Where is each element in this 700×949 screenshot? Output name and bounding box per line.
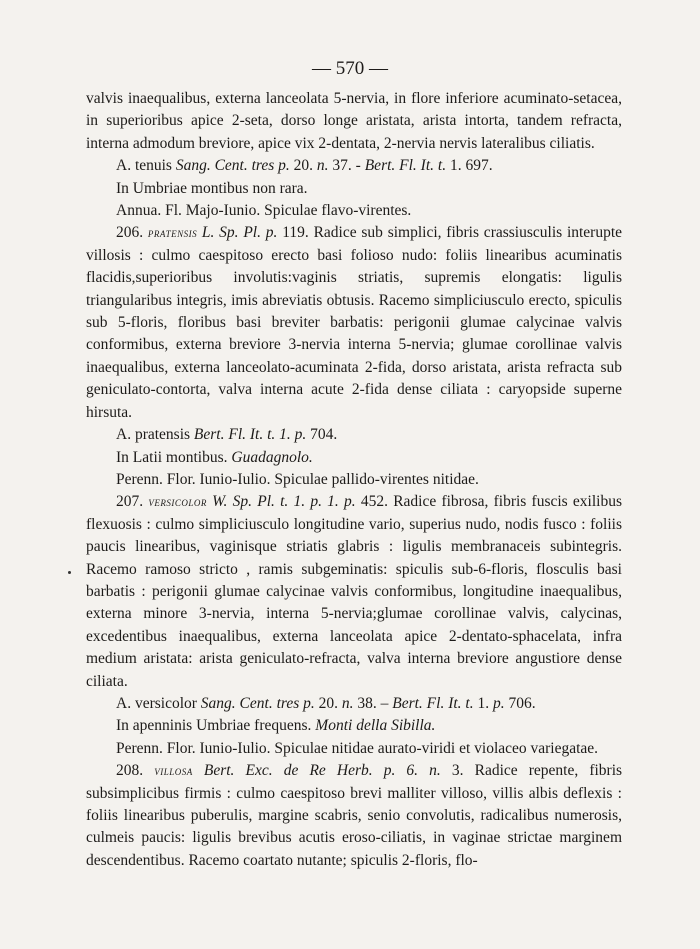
synonym-a-versicolor — [86, 693, 622, 715]
reference-2-page: 706. — [508, 694, 536, 712]
continued-description: valvis inaequalibus, externa lanceolata 5-nervia, in flore inferiore acuminato-setacea, in superioribus apice 2-seta, dorso longe aristata, arista intorta, tandem refracta, interna admodum breviore, apice vix 2-dentata, 2-nervia nervis lateralibus ciliatis. — [86, 90, 622, 152]
reference-number: 704. — [310, 426, 338, 444]
locality-text: In Latii montibus. — [116, 448, 228, 466]
paper-speck — [68, 571, 71, 574]
synonym-a-pratensis — [86, 424, 622, 446]
locality-text: In apenninis Umbriae frequens. — [116, 717, 312, 735]
species-208 — [86, 760, 622, 872]
species-207 — [86, 491, 622, 693]
species-authority-page: 3. — [451, 762, 464, 780]
reference-2: Bert. Fl. It. t. — [392, 694, 474, 712]
species-authority: Bert. Exc. de Re Herb. p. 6. n. — [203, 762, 441, 780]
species-epithet: villosa — [154, 763, 193, 779]
synonym-name: A. versicolor — [116, 694, 197, 712]
species-number: 208. — [116, 762, 144, 780]
reference-1-n-number: 38. – — [357, 694, 389, 712]
versicolor-phenology: Perenn. Flor. Iunio-Iulio. Spiculae nitidae aurato-viridi et violaceo variegatae. — [116, 739, 599, 757]
reference-1-number: 20. — [318, 694, 338, 712]
species-description: Radice repente, fibris subsimplicibus firmis : culmo caespitoso brevi malliter villoso, villis albis deflexis : foliis linearibus puberulis, margine scabris, senio convolutis, radicalibus numerosis, culmeis paucis: ligulis brevibus acutis eroso-ciliatis, in vaginae strictae marginem descendentibus. Racemo coartato nutante; spiculis 2-floris, flo- — [86, 762, 623, 869]
species-number: 206. — [116, 224, 144, 242]
species-authority-page: 119. — [282, 224, 309, 242]
reference-2: Bert. Fl. It. t. — [364, 157, 447, 175]
species-authority: W. Sp. Pl. t. 1. p. 1. p. — [212, 493, 356, 511]
synonym-a-tenuis — [86, 155, 622, 177]
reference-1-n-number: 37. - — [332, 157, 361, 175]
page-number: — 570 — — [312, 58, 388, 79]
reference-1: Sang. Cent. tres p. — [175, 157, 290, 175]
reference-1-number: 20. — [293, 157, 314, 175]
reference-2-number: 1. 697. — [449, 157, 493, 175]
tenuis-locality: In Umbriae montibus non rara. — [116, 179, 308, 197]
reference-2-p: p. — [493, 694, 505, 712]
locality-name: Monti della Sibilla. — [315, 717, 436, 735]
synonym-name: A. tenuis — [116, 157, 172, 175]
species-description: Radice fibrosa, fibris fuscis exilibus flexuosis : culmo simpliciusculo longitudine vario, superius nudo, nodis fusco : foliis paucis linearibus, vaginisque striatis glabris : ligulis membranaceis subintegris. Racemo ramoso stricto , ramis subgeminatis: spiculis sub-6-floris, flosculis basi barbatis : perigonii glumae calycinae valvis conformibus, longitudine inaequalibus, externa minore 3-nervia, interna 5-nervia;glumae corollinae valvis, calycinas, excedentibus inaequalibus, externa lanceolata apice 2-dentato-sphacelata, infra medium aristata: arista geniculato-refracta, valva interna breviore angustiore dense ciliata. — [86, 493, 622, 690]
reference-1: Sang. Cent. tres p. — [200, 694, 315, 712]
pratensis-locality — [86, 447, 622, 469]
pratensis-phenology: Perenn. Flor. Iunio-Iulio. Spiculae pallido-virentes nitidae. — [116, 470, 479, 488]
reference-1-n: n. — [341, 694, 354, 712]
locality-name: Guadagnolo. — [231, 448, 313, 466]
synonym-name: A. pratensis — [116, 426, 191, 444]
species-206 — [86, 222, 622, 424]
reference: Bert. Fl. It. t. 1. p. — [193, 426, 307, 444]
species-epithet: pratensis — [147, 225, 198, 241]
species-authority: L. Sp. Pl. p. — [201, 224, 278, 242]
species-description: Radice sub simplici, fibris crassiusculis interupte villosis : culmo caespitoso erecto basi folioso nudo: foliis linearibus acuminatis flacidis,superioribus involutis:vaginis striatis, supremis elongatis: ligulis triangularibus integris, imis abreviatis obtusis. Racemo simpliciusculo erecto, spiculis sub 5-floris, floribus basi breviter barbatis: perigonii glumae calycinae valvis conformibus, externa breviore 3-nervia interna 5-nervia; glumae corollinae valvis inaequalibus, externa lanceolato-acuminata 2-fida, dorso aristata, arista refracta sub geniculato-contorta, valva interna acute 2-fida dense ciliata : caryopside superne hirsuta. — [86, 224, 623, 421]
reference-2-number: 1. — [477, 694, 490, 712]
reference-1-n: n. — [316, 157, 329, 175]
species-epithet: versicolor — [148, 494, 207, 510]
species-number: 207. — [116, 493, 144, 511]
species-authority-page: 452. — [360, 493, 388, 511]
tenuis-phenology: Annua. Fl. Majo-Iunio. Spiculae flavo-virentes. — [116, 202, 412, 220]
page-body — [86, 88, 622, 872]
versicolor-locality — [86, 715, 622, 737]
